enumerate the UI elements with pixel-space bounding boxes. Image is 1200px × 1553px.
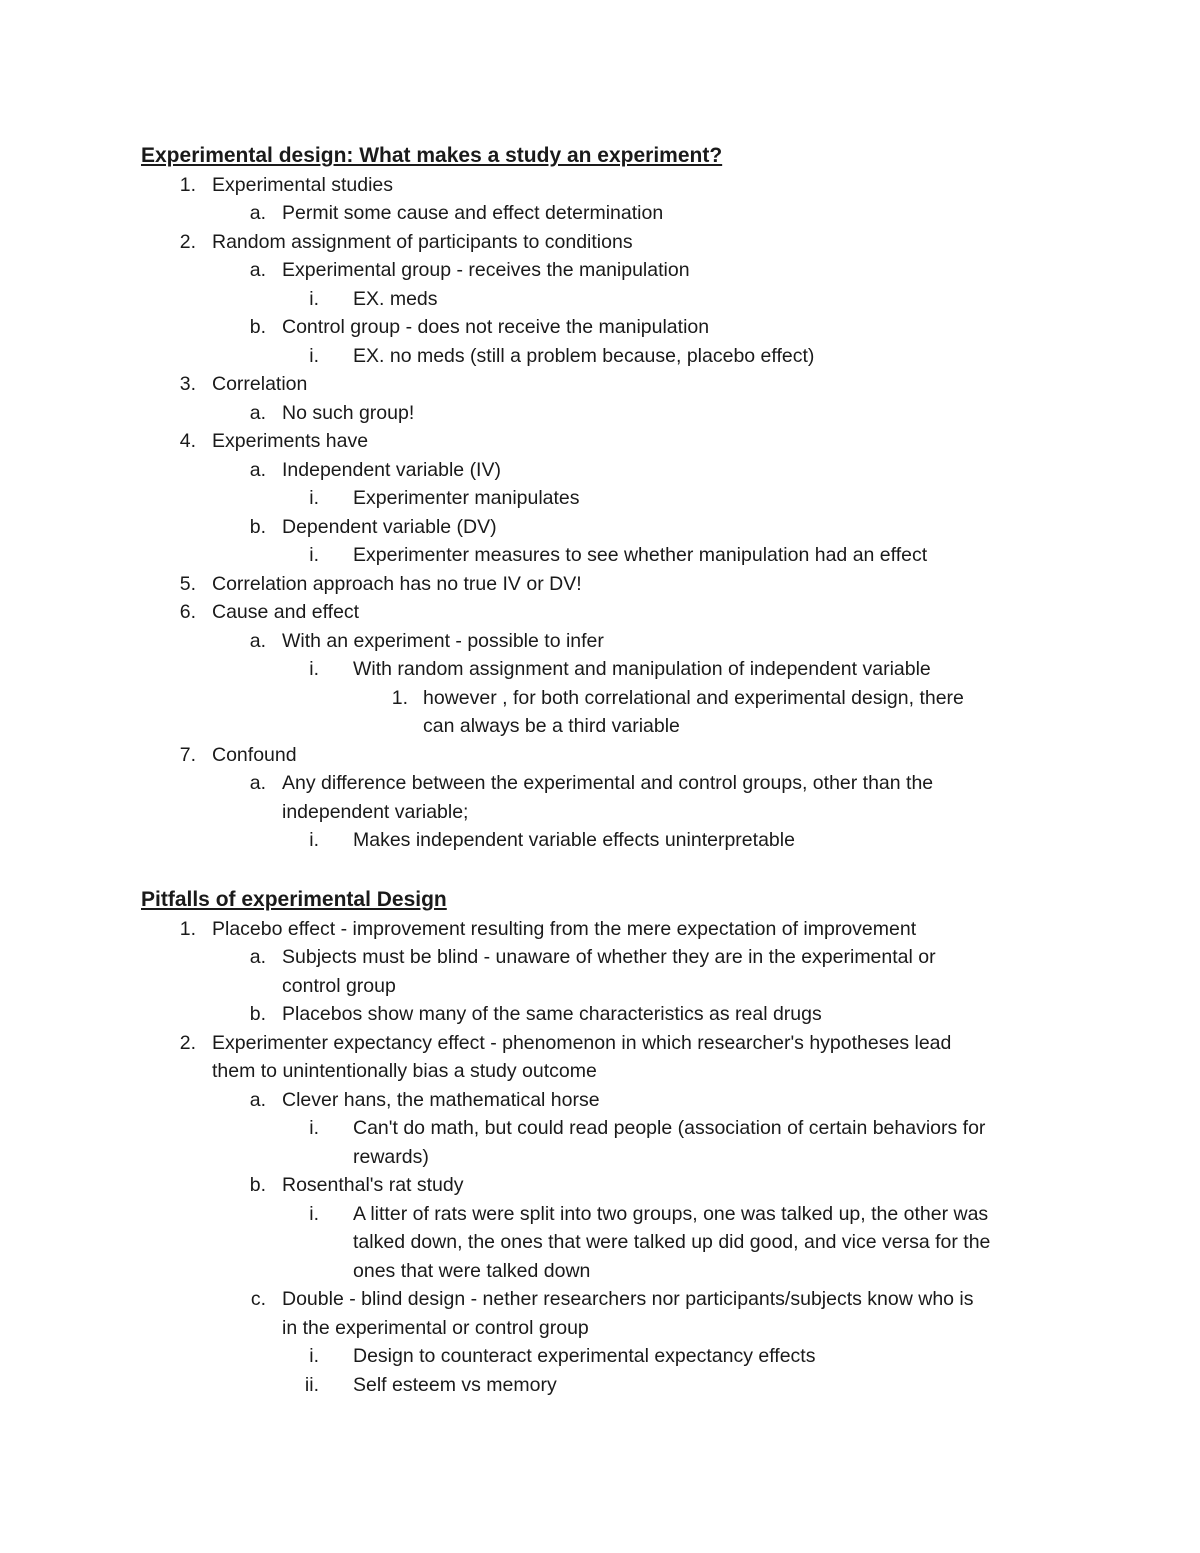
list-item-text: ones that were talked down — [353, 1259, 591, 1282]
list-item-level-3 — [0, 285, 1200, 314]
list-item-text: Subjects must be blind - unaware of whether they are in the experimental or — [282, 946, 936, 968]
list-item-level-3 — [0, 655, 1200, 684]
list-marker: b. — [249, 1003, 266, 1025]
list-marker: ii. — [304, 1373, 319, 1396]
list-marker: i. — [309, 544, 319, 566]
list-item-text: however , for both correlational and experimental design, there — [423, 686, 964, 709]
list-marker: 6. — [179, 601, 196, 623]
list-item-level-1 — [0, 570, 1200, 599]
list-item-text: Design to counteract experimental expectancy effects — [353, 1345, 816, 1367]
list-item-text: Experimenter measures to see whether manipulation had an effect — [353, 544, 928, 566]
list-marker: b. — [249, 1174, 266, 1196]
list-marker: a. — [249, 259, 266, 281]
list-item-text: Experimenter manipulates — [353, 487, 580, 509]
list-item-text: Makes independent variable effects uninterpretable — [353, 829, 795, 851]
section-heading: Experimental design: What makes a study an experiment? — [141, 144, 723, 167]
list-item-text: Independent variable (IV) — [282, 458, 501, 481]
list-marker: 3. — [179, 373, 196, 395]
list-item-text: Placebos show many of the same characteristics as real drugs — [282, 1003, 822, 1025]
list-marker: i. — [309, 344, 319, 367]
list-item-level-3 — [0, 1200, 1200, 1286]
list-item-text: Control group - does not receive the manipulation — [282, 316, 710, 338]
list-marker: a. — [249, 1088, 266, 1111]
list-item-level-2 — [0, 627, 1200, 656]
list-item-text: Self esteem vs memory — [353, 1373, 557, 1396]
list-marker: 5. — [179, 572, 196, 595]
list-item-level-1 — [0, 427, 1200, 456]
list-item-level-1 — [0, 1029, 1200, 1086]
list-item-text: independent variable; — [282, 800, 469, 823]
list-item-text: in the experimental or control group — [282, 1316, 589, 1339]
list-item-level-1 — [0, 598, 1200, 627]
list-item-text: talked down, the ones that were talked up did good, and vice versa for the — [353, 1231, 991, 1253]
list-item-level-2 — [0, 256, 1200, 285]
list-item-text: With an experiment - possible to infer — [282, 629, 604, 652]
list-item-level-2 — [0, 399, 1200, 428]
list-item-level-2 — [0, 513, 1200, 542]
list-marker: a. — [249, 401, 266, 424]
list-item-text: Placebo effect - improvement resulting from the mere expectation of improvement — [212, 917, 917, 940]
list-marker: c. — [250, 1288, 266, 1310]
list-item-level-1 — [0, 915, 1200, 944]
list-item-level-4 — [0, 684, 1200, 741]
list-marker: 1. — [179, 173, 196, 196]
list-item-level-1 — [0, 741, 1200, 770]
list-item-level-2 — [0, 1285, 1200, 1342]
list-item-level-2 — [0, 769, 1200, 826]
list-item-level-3 — [0, 541, 1200, 570]
list-marker: a. — [249, 629, 266, 652]
list-item-level-2 — [0, 456, 1200, 485]
list-item-level-2 — [0, 313, 1200, 342]
list-marker: 4. — [179, 430, 196, 452]
list-item-text: rewards) — [353, 1145, 429, 1168]
list-item-level-2 — [0, 1171, 1200, 1200]
list-item-text: A litter of rats were split into two groups, one was talked up, the other was — [353, 1202, 989, 1225]
list-marker: a. — [249, 458, 266, 481]
list-marker: i. — [309, 1202, 319, 1225]
list-item-text: No such group! — [282, 401, 415, 424]
list-item-text: Confound — [212, 743, 297, 766]
list-marker: i. — [309, 658, 319, 680]
section-heading: Pitfalls of experimental Design — [141, 888, 447, 911]
list-item-level-3 — [0, 826, 1200, 855]
list-item-text: With random assignment and manipulation of independent variable — [353, 658, 931, 680]
list-marker: b. — [249, 316, 266, 338]
list-item-level-3 — [0, 342, 1200, 371]
list-marker: 2. — [179, 230, 196, 253]
list-item-level-3 — [0, 1371, 1200, 1400]
list-item-text: Can't do math, but could read people (association of certain behaviors for — [353, 1117, 986, 1139]
list-item-text: Cause and effect — [212, 601, 360, 623]
list-marker: b. — [249, 515, 266, 538]
list-item-level-1 — [0, 171, 1200, 200]
list-item-text: EX. no meds (still a problem because, placebo effect) — [353, 344, 815, 367]
list-item-text: them to unintentionally bias a study outcome — [212, 1060, 597, 1082]
list-item-text: Double - blind design - nether researchers nor participants/subjects know who is — [282, 1288, 974, 1310]
list-item-level-3 — [0, 484, 1200, 513]
list-item-level-3 — [0, 1342, 1200, 1371]
list-item-level-2 — [0, 943, 1200, 1000]
list-marker: 2. — [179, 1031, 196, 1054]
list-item-text: Experimenter expectancy effect - phenomenon in which researcher's hypotheses lead — [212, 1031, 952, 1054]
list-marker: i. — [309, 287, 319, 310]
list-item-text: Experimental group - receives the manipulation — [282, 259, 690, 281]
list-marker: a. — [249, 772, 266, 794]
list-marker: 7. — [179, 743, 196, 766]
list-item-text: Correlation approach has no true IV or DV! — [212, 572, 582, 595]
list-marker: 1. — [179, 917, 196, 940]
list-item-text: Dependent variable (DV) — [282, 515, 497, 538]
list-item-level-2 — [0, 1000, 1200, 1029]
list-marker: a. — [249, 946, 266, 968]
list-marker: 1. — [391, 686, 408, 709]
list-item-text: Permit some cause and effect determination — [282, 202, 664, 224]
list-item-text: can always be a third variable — [423, 715, 680, 737]
list-item-level-3 — [0, 1114, 1200, 1171]
list-item-text: Correlation — [212, 373, 308, 395]
list-item-text: Experimental studies — [212, 173, 394, 196]
list-item-text: Any difference between the experimental and control groups, other than the — [282, 772, 934, 794]
list-item-level-2 — [0, 1086, 1200, 1115]
list-marker: i. — [309, 487, 319, 509]
list-item-text: Random assignment of participants to conditions — [212, 230, 633, 253]
list-marker: a. — [249, 202, 266, 224]
list-item-text: Clever hans, the mathematical horse — [282, 1088, 600, 1111]
list-item-text: EX. meds — [353, 287, 438, 310]
list-item-text: control group — [282, 974, 396, 997]
list-marker: i. — [309, 1117, 319, 1139]
list-item-level-1 — [0, 228, 1200, 257]
list-marker: i. — [309, 1345, 319, 1367]
list-item-text: Experiments have — [212, 430, 369, 452]
list-item-level-2 — [0, 199, 1200, 228]
list-marker: i. — [309, 829, 319, 851]
list-item-level-1 — [0, 370, 1200, 399]
list-item-text: Rosenthal's rat study — [282, 1174, 464, 1196]
